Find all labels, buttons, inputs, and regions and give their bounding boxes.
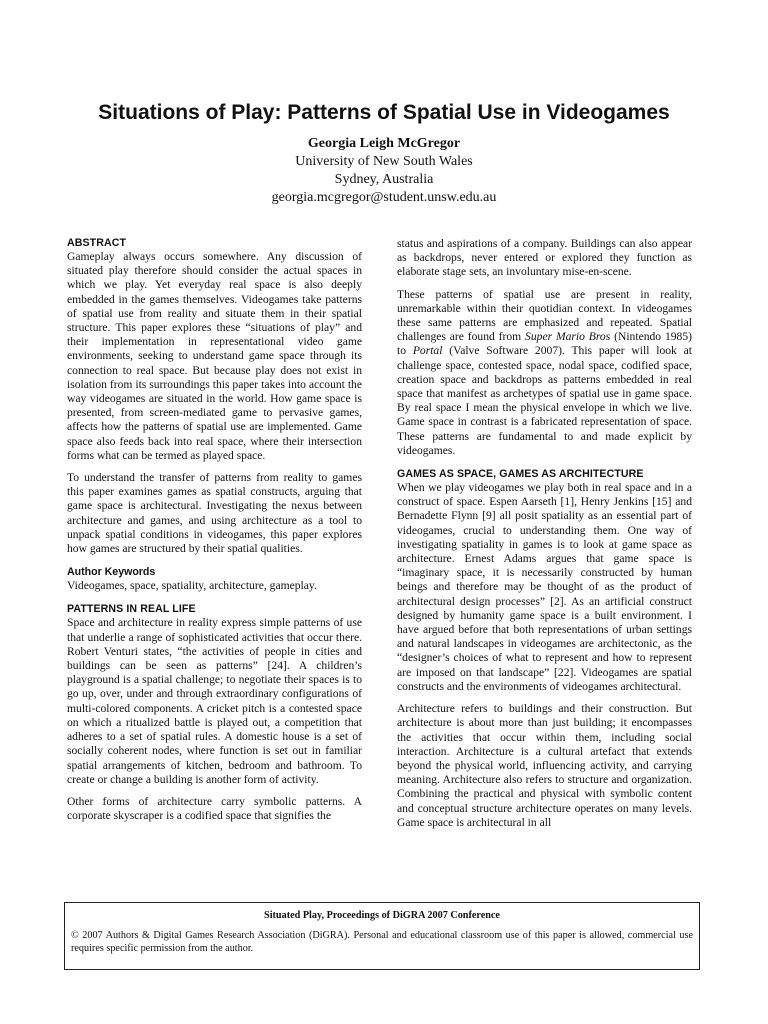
- left-column: [67, 237, 362, 823]
- conference-title: Situated Play, Proceedings of DiGRA 2007 Conference: [264, 910, 500, 921]
- author-affiliation: University of New South Wales: [295, 154, 473, 169]
- spatial-text-2: (Nintendo 1985) to: [397, 330, 692, 358]
- author-name: Georgia Leigh McGregor: [307, 136, 461, 151]
- author-block: [40, 135, 728, 207]
- games-architecture-heading: GAMES AS SPACE, GAMES AS ARCHITECTURE: [397, 468, 644, 481]
- paper-title: Situations of Play: Patterns of Spatial Use in Videogames: [98, 101, 670, 124]
- keywords-paragraph: Videogames, space, spatiality, architecture, gameplay.: [67, 579, 317, 593]
- abstract-paragraph: Gameplay always occurs somewhere. Any discussion of situated play therefore should consider the actual spaces in which we play. Yet everyday real space is also deeply embedded in the games themselves. Videogames take patterns of spatial use from reality and situate them in their spatial structure. This paper explores these “situations of play” and their implementation in representational video game environments, seeking to understand game space through its connection to real space. But because play does not exist in isolation from its surroundings this paper takes into account the way videogames are situated in the world. How game space is presented, from screen-mediated game to pervasive games, affects how the patterns of spatial use are implemented. Game space also feeds back into real space, where their intersection forms what can be termed as played space.: [67, 250, 362, 462]
- right-column: [397, 237, 692, 830]
- copyright-notice: © 2007 Authors & Digital Games Research Association (DiGRA). Personal and educational classroom use of this paper is allowed, commercial use requires specific permission from the author.: [71, 930, 693, 954]
- architecture-paragraph: Architecture refers to buildings and their construction. But architecture is about more than just building; it encompasses the activities that occur within them, including social interaction. Architecture is a cultural artefact that extends beyond the physical world, influencing activity, and carrying meaning. Architecture also refers to structure and organization. Combining the practical and physical with symbolic content and conceptual structure architecture operates on many levels. Game space is architectural in all: [397, 702, 692, 829]
- spatial-text-1: These patterns of spatial use are present in reality, unremarkable within their quotidian context. In videogames these same patterns are emphasized and repeated. Spatial challenges are found from: [397, 287, 692, 344]
- game-title-super-mario-bros: Super Mario Bros: [525, 330, 611, 344]
- patterns-paragraph: Space and architecture in reality express simple patterns of use that underlie a range of sophisticated activities that occur there. Robert Venturi states, “the activities of people in cities and buildings can be seen as patterns” [24]. A children’s playground is a spatial challenge; to negotiate their spaces is to go up, over, under and through extraordinary configurations of multi-colored components. A cricket pitch is a contested space on which a ritualized battle is played out, a competition that adheres to a set of spatial rules. A domestic house is a set of socially coherent nodes, where function is set out in familiar spatial arrangements of kitchen, bedroom and bathroom. To create or change a building is another form of activity.: [67, 616, 362, 786]
- spatial-paragraph: [397, 288, 692, 458]
- game-title-portal: Portal: [412, 344, 443, 358]
- author-location: Sydney, Australia: [334, 172, 434, 187]
- conference-footer-box: [64, 902, 700, 970]
- games-paragraph: When we play videogames we play both in real space and in a construct of space. Espen Aarseth [1], Henry Jenkins [15] and Bernadette Flynn [9] all posit spatiality as an essential part of videogames, crucial to understanding them. One way of investigating spatiality in games is to look at game space as architecture. Ernest Adams argues that game space is “imaginary space, it is necessarily constructed by human beings and therefore may be thought of as the product of architectural design processes” [2]. As an artificial construct designed by humanity game space is a built environment. I have argued before that both representations of urban settings and natural landscapes in videogames are architectonic, as the “designer’s choices of what to represent and how to represent are imposed on that landscape” [22]. Videogames are spatial constructs and the environments of videogames architectural.: [397, 481, 692, 693]
- keywords-heading: Author Keywords: [67, 566, 156, 579]
- status-paragraph: status and aspirations of a company. Buildings can also appear as backdrops, never entered or explored they function as elaborate stage sets, an involuntary mise-en-scene.: [397, 237, 692, 279]
- symbolic-paragraph: Other forms of architecture carry symbolic patterns. A corporate skyscraper is a codified space that signifies the: [67, 794, 362, 823]
- author-email: georgia.mcgregor@student.unsw.edu.au: [271, 190, 497, 205]
- abstract-heading: ABSTRACT: [67, 237, 127, 249]
- intro-paragraph: To understand the transfer of patterns from reality to games this paper examines games as spatial constructs, arguing that game space is architectural. Investigating the nexus between architecture and games, and using architecture as a tool to unpack spatial conditions in videogames, this paper explores how games are structured by their spatial qualities.: [67, 471, 362, 556]
- spatial-text-3: (Valve Software 2007). This paper will look at challenge space, contested space, nodal space, codified space, creation space and backdrops as patterns embedded in real space that manifest as archetypes of spatial use in game space. By real space I mean the physical envelope in which we live. Game space in contrast is a fabricated representation of space. These patterns are fundamental to and made explicit by videogames.: [397, 344, 692, 457]
- patterns-heading: PATTERNS IN REAL LIFE: [67, 603, 196, 616]
